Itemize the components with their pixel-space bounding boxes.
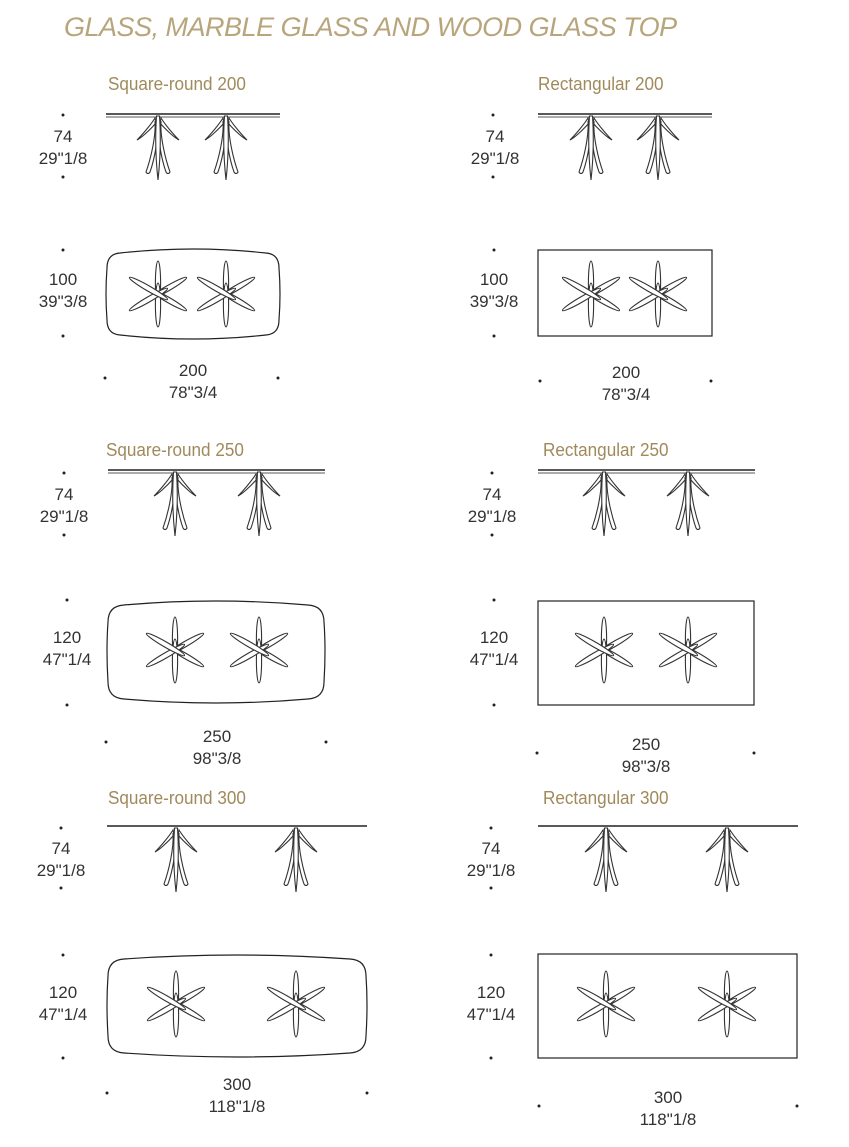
depth-dimension-rectangular-200: 100 39"3/8	[469, 270, 519, 311]
caption-square-round-200: Square-round 200	[108, 74, 246, 94]
length-dimension-square-round-300: 300 118"1/8	[208, 1075, 266, 1116]
rectangular-200-side-view	[538, 114, 712, 180]
depth-dimension-square-round-300: 120 47"1/4	[38, 983, 88, 1024]
dimension-dots	[60, 114, 799, 1108]
rectangular-300-side-view	[538, 826, 798, 892]
square-round-200-top-view	[106, 249, 280, 339]
caption-square-round-300: Square-round 300	[108, 788, 246, 808]
length-dimension-square-round-200: 200 78"3/4	[168, 361, 218, 402]
rectangular-300-top-view	[538, 954, 797, 1058]
height-dimension-rectangular-250: 74 29"1/8	[467, 485, 517, 526]
height-dimension-rectangular-200: 74 29"1/8	[470, 127, 520, 168]
rectangular-250-side-view	[538, 470, 755, 536]
rectangular-200-top-view	[538, 250, 712, 336]
page-title: GLASS, MARBLE GLASS AND WOOD GLASS TOP	[64, 12, 677, 42]
square-round-250-top-view	[107, 601, 325, 703]
height-dimension-square-round-300: 74 29"1/8	[36, 839, 86, 880]
depth-dimension-square-round-200: 100 39"3/8	[38, 270, 88, 311]
caption-square-round-250: Square-round 250	[106, 440, 244, 460]
caption-rectangular-300: Rectangular 300	[543, 788, 669, 808]
square-round-200-side-view	[106, 114, 280, 180]
depth-dimension-square-round-250: 120 47"1/4	[42, 628, 92, 669]
length-dimension-rectangular-300: 300 118"1/8	[639, 1088, 697, 1129]
length-dimension-square-round-250: 250 98"3/8	[192, 727, 242, 768]
height-dimension-square-round-250: 74 29"1/8	[39, 485, 89, 526]
caption-rectangular-250: Rectangular 250	[543, 440, 669, 460]
square-round-250-side-view	[108, 470, 325, 536]
length-dimension-rectangular-200: 200 78"3/4	[601, 363, 651, 404]
height-dimension-square-round-200: 74 29"1/8	[38, 127, 88, 168]
square-round-300-top-view	[107, 955, 367, 1057]
square-round-300-side-view	[107, 826, 367, 892]
length-dimension-rectangular-250: 250 98"3/8	[621, 735, 671, 776]
caption-rectangular-200: Rectangular 200	[538, 74, 664, 94]
rectangular-250-top-view	[538, 601, 754, 705]
height-dimension-rectangular-300: 74 29"1/8	[466, 839, 516, 880]
depth-dimension-rectangular-300: 120 47"1/4	[466, 983, 516, 1024]
depth-dimension-rectangular-250: 120 47"1/4	[469, 628, 519, 669]
